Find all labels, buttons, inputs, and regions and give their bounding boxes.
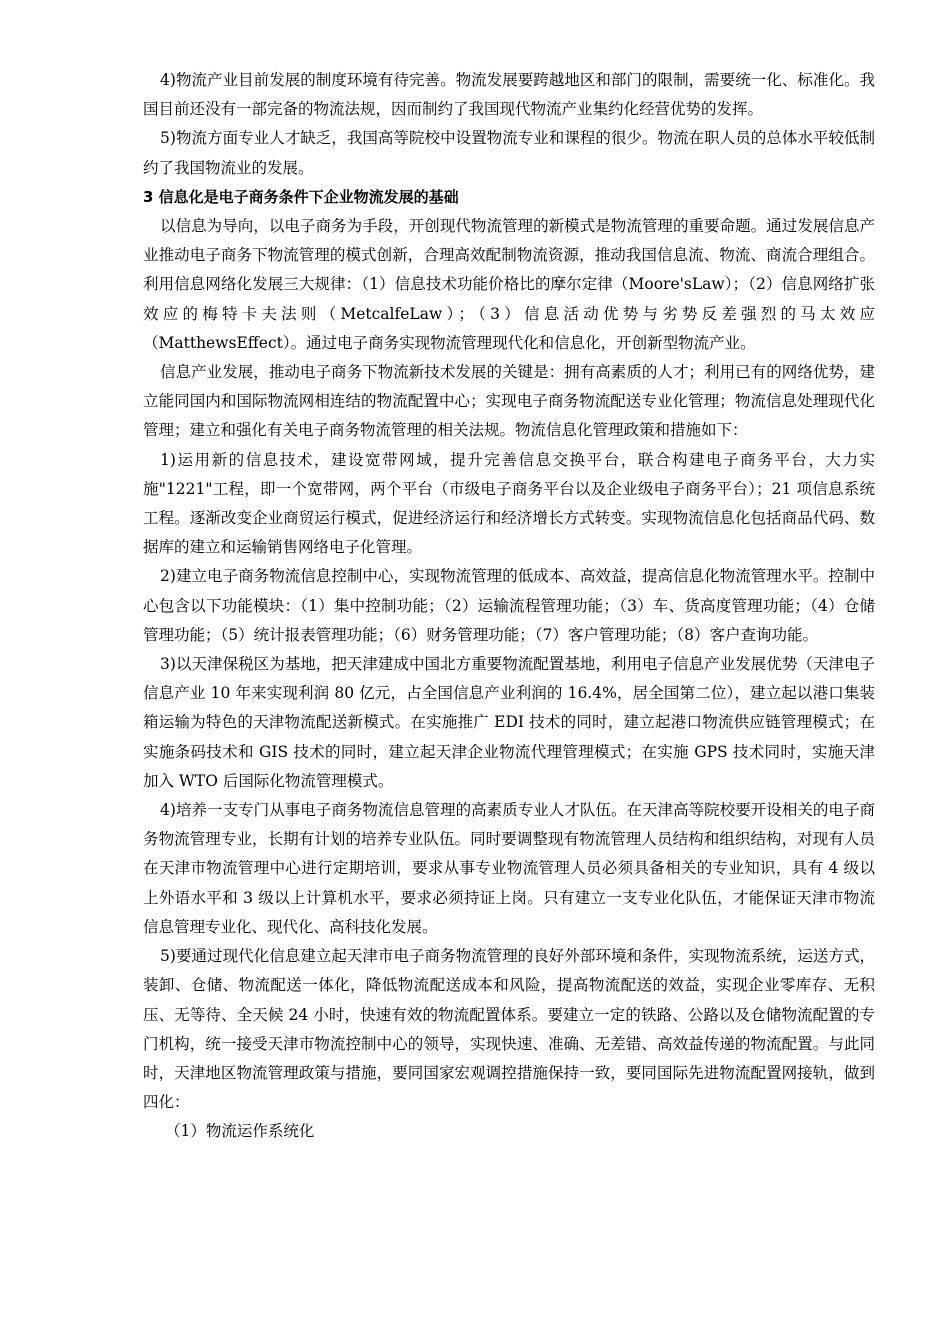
paragraph-key-points: 信息产业发展，推动电子商务下物流新技术发展的关键是：拥有高素质的人才；利用已有的网络优势，建立能同国内和国际物流网相连结的物流配置中心；实现电子商务物流配送专业化管理；物流信息处理现代化管理；建立和强化有关电子商务物流管理的相关法规。物流信息化管理政策和措施如下： <box>143 363 875 440</box>
paragraph-measure-2: 2)建立电子商务物流信息控制中心，实现物流管理的低成本、高效益，提高信息化物流管理水平。控制中心包含以下功能模块：（1）集中控制功能；（2）运输流程管理功能；（3）车、货高度管理功能；（4）仓储管理功能；（5）统计报表管理功能；（6）财务管理功能；（7）客户管理功能；（8）客户查询功能。 <box>143 567 875 644</box>
paragraph-measure-1: 1)运用新的信息技术，建设宽带网域，提升完善信息交换平台，联合构建电子商务平台，大力实施"1221"工程，即一个宽带网，两个平台（市级电子商务平台以及企业级电子商务平台）；21 项信息系统工程。逐渐改变企业商贸运行模式，促进经济运行和经济增长方式转变。实现物流信息化包括商品代码、数据库的建立和运输销售网络电子化管理。 <box>143 450 875 557</box>
paragraph-measure-4: 4)培养一支专门从事电子商务物流信息管理的高素质专业人才队伍。在天津高等院校要开设相关的电子商务物流管理专业，长期有计划的培养专业队伍。同时要调整现有物流管理人员结构和组织结构，对现有人员在天津市物流管理中心进行定期培训，要求从事专业物流管理人员必须具备相关的专业知识，具有 4 级以上外语水平和 3 级以上计算机水平，要求必须持证上岗。只有建立一支专业化队伍，才能保证天津市物流信息管理专业化、现代化、高科技化发展。 <box>143 801 875 936</box>
paragraph-4-legal-environment: 4)物流产业目前发展的制度环境有待完善。物流发展要跨越地区和部门的限制，需要统一化、标准化。我国目前还没有一部完备的物流法规，因而制约了我国现代物流产业集约化经营优势的发挥。 <box>143 71 875 119</box>
sub-item-1: （1）物流运作系统化 <box>165 1122 315 1141</box>
paragraph-measure-5: 5)要通过现代化信息建立起天津市电子商务物流管理的良好外部环境和条件，实现物流系统，运送方式，装卸、仓储、物流配送一体化，降低物流配送成本和风险，提高物流配送的效益，实现企业零库存、无积压、无等待、全天候 24 小时，快速有效的物流配置体系。要建立一定的铁路、公路以及仓储物流配置的专门机构，统一接受天津市物流控制中心的领导，实现快速、准确、无差错、高效益传递的物流配置。与此同时，天津地区物流管理政策与措施，要同国家宏观调控措施保持一致，要同国际先进物流配置网接轨，做到四化： <box>143 947 875 1112</box>
paragraph-measure-3: 3)以天津保税区为基地，把天津建成中国北方重要物流配置基地，利用电子信息产业发展优势（天津电子信息产业 10 年来实现利润 80 亿元，占全国信息产业利润的 16.4%，居全国第二位），建立起以港口集装箱运输为特色的天津物流配送新模式。在实施推广 EDI 技术的同时，建立起港口物流供应链管理模式；在实施条码技术和 GIS 技术的同时，建立起天津企业物流代理管理模式；在实施 GPS 技术同时，实施天津加入 WTO 后国际化物流管理模式。 <box>143 655 875 790</box>
paragraph-5-talent-shortage: 5)物流方面专业人才缺乏，我国高等院校中设置物流专业和课程的很少。物流在职人员的总体水平较低制约了我国物流业的发展。 <box>143 129 875 177</box>
document-body <box>143 66 875 1147</box>
paragraph-intro: 以信息为导向，以电子商务为手段，开创现代物流管理的新模式是物流管理的重要命题。通过发展信息产业推动电子商务下物流管理的模式创新，合理高效配制物流资源，推动我国信息流、物流、商流合理组合。利用信息网络化发展三大规律：（1）信息技术功能价格比的摩尔定律（Moore'sLaw）；（2）信息网络扩张效应的梅特卡夫法则（MetcalfeLaw）；（3）信息活动优势与劣势反差强烈的马太效应（MatthewsEffect）。通过电子商务实现物流管理现代化和信息化，开创新型物流产业。 <box>143 217 875 352</box>
section-heading: 3 信息化是电子商务条件下企业物流发展的基础 <box>143 187 459 206</box>
